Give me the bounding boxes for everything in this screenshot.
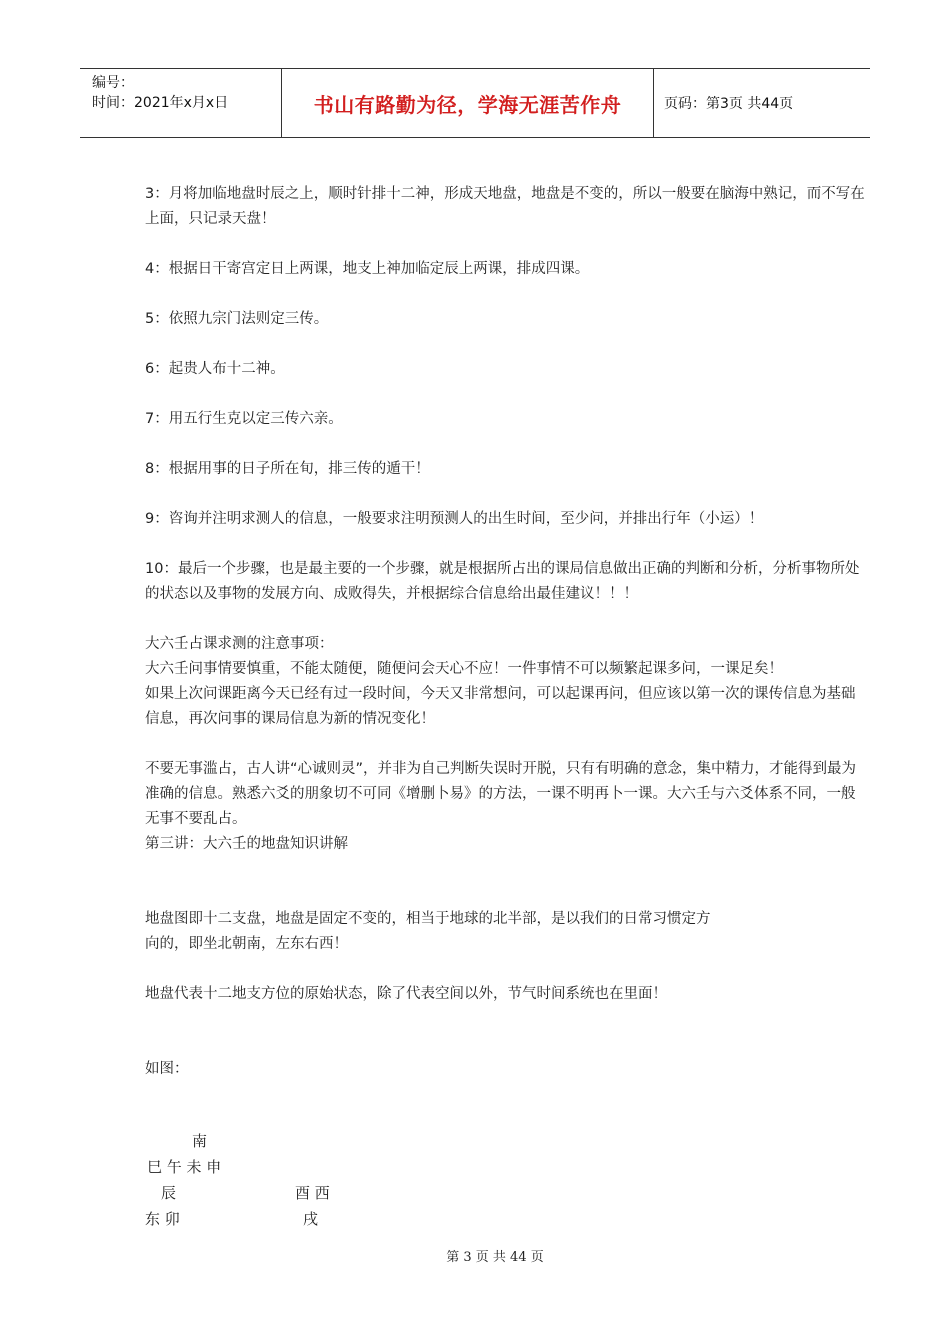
header-motto: 书山有路勤为径，学海无涯苦作舟 bbox=[282, 69, 654, 137]
time-label: 时间：2021年x月x日 bbox=[92, 95, 229, 111]
paragraph: 7：用五行生克以定三传六亲。 bbox=[145, 411, 343, 427]
header-table bbox=[80, 68, 870, 138]
paragraph: 10：最后一个步骤，也是最主要的一个步骤，就是根据所占出的课局信息做出正确的判断和分析，分析事物所处的状态以及事物的发展方向、成败得失，并根据综合信息给出最佳建议！！！ bbox=[145, 561, 860, 602]
paragraph: 9：咨询并注明求测人的信息，一般要求注明预测人的出生时间，至少问，并排出行年（小运）！ bbox=[145, 511, 764, 527]
paragraph: 6：起贵人布十二神。 bbox=[145, 361, 285, 377]
header-page-info: 页码：第3页 共44页 bbox=[664, 96, 794, 112]
paragraph: 如果上次问课距离今天已经有过一段时间，今天又非常想问，可以起课再问，但应该以第一次的课传信息为基础信息，再次问事的课局信息为新的情况变化！ bbox=[145, 686, 856, 727]
paragraph: 大六壬问事情要慎重，不能太随便，随便问会天心不应！一件事情不可以频繁起课多问，一课足矣！ bbox=[145, 661, 783, 677]
paragraph: 3：月将加临地盘时辰之上，顺时针排十二神，形成天地盘，地盘是不变的，所以一般要在脑海中熟记，而不写在上面，只记录天盘！ bbox=[145, 186, 865, 227]
paragraph: 如图： bbox=[145, 1061, 189, 1077]
paragraph: 地盘图即十二支盘，地盘是固定不变的，相当于地球的北半部，是以我们的日常习惯定方 bbox=[145, 911, 711, 927]
diagram-dong-mao: 东 卯 bbox=[145, 1210, 180, 1228]
earth-plate-diagram bbox=[145, 1130, 445, 1230]
page-footer: 第 3 页 共 44 页 bbox=[446, 1250, 544, 1265]
section-heading: 大六壬占课求测的注意事项： bbox=[145, 636, 334, 652]
paragraph: 5：依照九宗门法则定三传。 bbox=[145, 311, 329, 327]
diagram-south: 南 bbox=[192, 1132, 208, 1150]
diagram-chen: 辰 bbox=[161, 1184, 177, 1202]
number-label: 编号： bbox=[92, 75, 134, 91]
paragraph: 向的，即坐北朝南，左东右西！ bbox=[145, 936, 348, 952]
diagram-you-xi: 酉 西 bbox=[295, 1184, 330, 1202]
diagram-row1: 巳 午 未 申 bbox=[147, 1158, 222, 1176]
diagram-xu: 戌 bbox=[303, 1210, 319, 1228]
paragraph: 4：根据日干寄宫定日上两课，地支上神加临定辰上两课，排成四课。 bbox=[145, 261, 590, 277]
header-meta-cell bbox=[80, 69, 282, 137]
document-body bbox=[145, 182, 865, 1082]
section-heading: 第三讲：大六壬的地盘知识讲解 bbox=[145, 836, 348, 852]
paragraph: 不要无事滥占，古人讲“心诚则灵”，并非为自己判断失误时开脱，只有有明确的意念，集中精力，才能得到最为准确的信息。熟悉六爻的朋象切不可同《增删卜易》的方法，一课不明再卜一课。大六壬与六爻体系不同，一般无事不要乱占。 bbox=[145, 761, 857, 827]
paragraph: 8：根据用事的日子所在旬，排三传的遁干！ bbox=[145, 461, 430, 477]
paragraph: 地盘代表十二地支方位的原始状态，除了代表空间以外，节气时间系统也在里面！ bbox=[145, 986, 667, 1002]
